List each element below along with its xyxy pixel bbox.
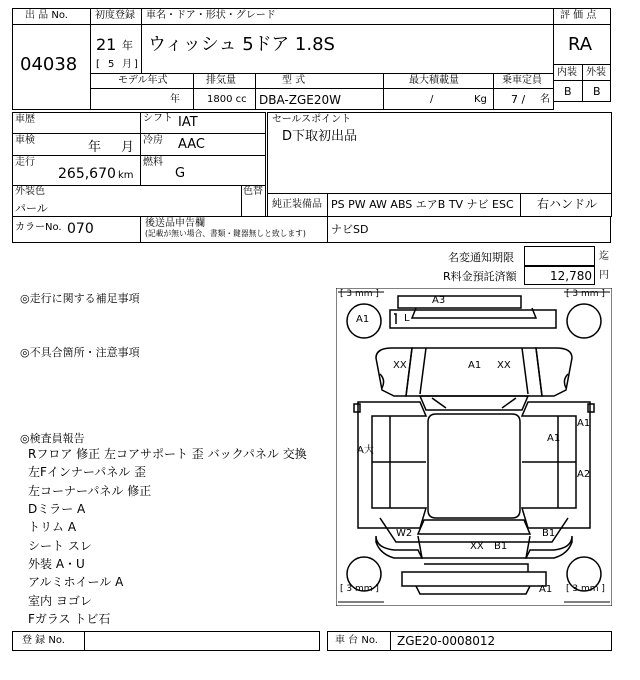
report-line: 外装 A・U [28, 557, 85, 571]
registration-month-open: [ [96, 59, 100, 70]
lot-number-value: 04038 [20, 54, 78, 75]
name-change-label: 名変通知期限 [448, 251, 514, 264]
equipment-value: PS PW AW ABS エアB TV ナビ ESC [331, 198, 514, 211]
tire-depth-label: [ 3 mm ] [340, 289, 379, 299]
max-load-label: 最大積載量 [409, 75, 459, 86]
inspection-year-unit: 年 [88, 140, 102, 155]
ac-value: AAC [178, 137, 205, 152]
sales-point-label: セールスポイント [272, 114, 352, 125]
evaluation-score: RA [568, 34, 593, 55]
registration-year-unit: 年 [122, 39, 133, 52]
registration-month: 5 [108, 59, 115, 70]
name-change-suffix: 迄 [599, 251, 609, 262]
damage-mark: A大 [357, 445, 374, 456]
sales-point-value: D下取初出品 [282, 129, 358, 144]
damage-mark: W2 [396, 528, 413, 539]
exterior-grade-value: B [593, 85, 601, 98]
evaluation-label: 評 価 点 [560, 10, 597, 21]
registration-month-close: ] [134, 59, 138, 70]
damage-mark: XX [497, 360, 511, 371]
exterior-color-label: 外装色 [15, 186, 45, 197]
report-line: Rフロア 修正 左コアサポート 歪 バックパネル 交換 [28, 447, 307, 461]
car-damage-diagram [336, 288, 612, 606]
registration-year: 21 [96, 35, 117, 54]
inspection-month-unit: 月 [121, 140, 135, 155]
inspection-label: 車検 [15, 135, 35, 146]
ac-label: 冷房 [143, 135, 163, 146]
report-line: 室内 ヨゴレ [28, 594, 92, 608]
color-number-value: 070 [67, 221, 94, 237]
max-load-value: / [430, 94, 434, 105]
damage-mark: A1 [468, 360, 482, 371]
fuel-value: G [175, 166, 186, 181]
chassis-number-value: ZGE20-0008012 [397, 634, 496, 648]
type-label: 型 式 [282, 75, 306, 86]
capacity-label: 乗車定員 [502, 75, 542, 86]
tire-depth-label: [ 3 mm ] [566, 289, 605, 299]
interior-grade-label: 内装 [557, 67, 577, 78]
displacement-label: 排気量 [206, 75, 236, 86]
report-line: Fガラス トビ石 [28, 612, 111, 626]
displacement-value: 1800 cc [207, 94, 247, 105]
report-line: Dミラー A [28, 502, 86, 516]
damage-mark: XX [393, 360, 407, 371]
exterior-grade-label: 外装 [586, 67, 606, 78]
registration-month-unit: 月 [122, 59, 132, 70]
car-name-label: 車名・ドア・形状・グレード [146, 10, 276, 21]
details-left-box [12, 112, 266, 186]
car-name-value: ウィッシュ 5ドア 1.8S [148, 34, 335, 55]
equipment-label: 純正装備品 [272, 199, 322, 210]
mileage-unit: km [118, 170, 134, 181]
aftermarket-value: ナビSD [331, 223, 369, 236]
type-value: DBA-ZGE20W [259, 93, 341, 107]
damage-mark: A3 [432, 295, 446, 306]
model-year-label: モデル年式 [118, 75, 168, 86]
report-line: 左Fインナーパネル 歪 [28, 465, 147, 479]
shift-value: IAT [178, 115, 198, 130]
report-line: トリム A [28, 520, 77, 534]
damage-mark: L [404, 313, 410, 324]
shift-label: シフト [143, 113, 173, 124]
driving-notes-title: ◎走行に関する補足事項 [20, 292, 140, 305]
color-number-label: カラーNo. [15, 222, 62, 233]
lot-number-label: 出 品 No. [25, 10, 68, 21]
report-line: シート スレ [28, 539, 92, 553]
report-line: 左コーナーパネル 修正 [28, 484, 152, 498]
color-number-box [12, 216, 611, 243]
exterior-color-value: パール [15, 202, 48, 215]
recycle-label: R料金預託済額 [443, 270, 517, 283]
defects-title: ◎不具合箇所・注意事項 [20, 346, 140, 359]
interior-grade-value: B [564, 85, 572, 98]
damage-mark: A1 [539, 584, 553, 595]
fuel-label: 燃料 [143, 157, 163, 168]
damage-mark: A1 [356, 314, 370, 325]
aftermarket-note: (記載が無い場合、書類・鍵器無しと致します) [145, 230, 306, 239]
inspector-report-title: ◎検査員報告 [20, 432, 85, 445]
first-registration-label: 初度登録 [95, 10, 135, 21]
damage-mark: B1 [542, 528, 556, 539]
model-year-unit: 年 [170, 94, 180, 105]
steering-value: 右ハンドル [537, 197, 598, 211]
mileage-label: 走行 [15, 157, 35, 168]
exterior-color-box [12, 185, 266, 217]
chassis-number-label: 車 台 No. [335, 635, 378, 646]
name-change-value-box [524, 246, 595, 266]
registration-number-label: 登 録 No. [22, 635, 65, 646]
recycle-unit: 円 [599, 270, 609, 281]
capacity-value: 7 / [511, 93, 526, 106]
damage-mark: XX [470, 541, 484, 552]
damage-mark: A1 [577, 418, 591, 429]
aftermarket-label: 後送品申告欄 [145, 218, 205, 229]
max-load-unit: Kg [474, 94, 487, 105]
report-line: アルミホイール A [28, 575, 124, 589]
damage-mark: A2 [577, 469, 591, 480]
tire-depth-label: [ 3 mm ] [340, 584, 379, 594]
capacity-unit: 名 [540, 94, 550, 105]
recycle-value: 12,780 [550, 269, 592, 283]
mileage-value: 265,670 [58, 166, 116, 182]
damage-mark: B1 [494, 541, 508, 552]
tire-depth-label: [ 3 mm ] [566, 584, 605, 594]
history-label: 車歴 [15, 114, 35, 125]
damage-mark: A1 [547, 433, 561, 444]
color-change-label: 色替 [243, 186, 263, 197]
